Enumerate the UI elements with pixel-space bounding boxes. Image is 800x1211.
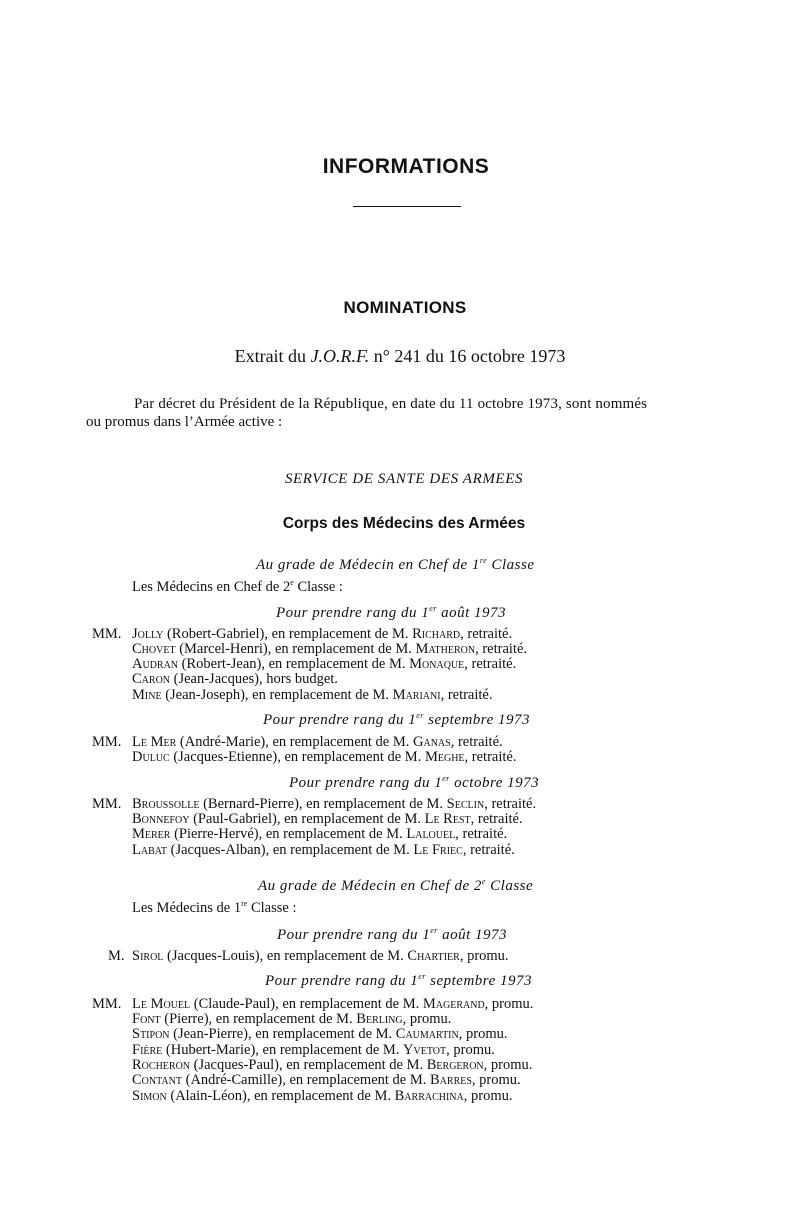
extrait-journal: J.O.R.F. [310,346,370,366]
nomination-entry: Chovet (Marcel-Henri), en remplacement de M. Matheron, retraité. [132,641,528,657]
nomination-entry: Broussolle (Bernard-Pierre), en remplacement de M. Seclin, retraité. [132,796,537,812]
entries-prefix: MM. [92,996,122,1012]
entries-prefix: MM. [92,626,122,642]
extrait-suffix: n° 241 du 16 octobre 1973 [369,346,566,366]
nomination-entry: Fière (Hubert-Marie), en remplacement de M. Yvetot, promu. [132,1042,495,1058]
rang-heading: Pour prendre rang du 1er août 1973 [276,604,507,621]
grade-1-from: Les Médecins en Chef de 2e Classe : [132,578,343,595]
nomination-entry: Simon (Alain-Léon), en remplacement de M. Barrachina, promu. [132,1088,513,1104]
nomination-entry: Bonnefoy (Paul-Gabriel), en remplacement de M. Le Rest, retraité. [132,811,523,827]
rang-heading: Pour prendre rang du 1er septembre 1973 [263,711,530,728]
grade-2-from: Les Médecins de 1re Classe : [132,899,297,916]
nomination-entry: Le Mouel (Claude-Paul), en remplacement de M. Magerand, promu. [132,996,534,1012]
nomination-entry: Le Mer (André-Marie), en remplacement de M. Ganas, retraité. [132,734,503,750]
nomination-entry: Stipon (Jean-Pierre), en remplacement de M. Caumartin, promu. [132,1026,508,1042]
entries-prefix: MM. [92,796,122,812]
extrait-prefix: Extrait du [234,346,311,366]
rang-heading: Pour prendre rang du 1er septembre 1973 [265,972,532,989]
grade-2-heading: Au grade de Médecin en Chef de 2e Classe [258,877,534,894]
nomination-entry: Labat (Jacques-Alban), en remplacement de M. Le Friec, retraité. [132,842,515,858]
extrait-line [0,346,800,367]
nomination-entry: Audran (Robert-Jean), en remplacement de M. Monaque, retraité. [132,656,517,672]
service-heading: SERVICE DE SANTE DES ARMEES [284,471,524,487]
nomination-entry: Jolly (Robert-Gabriel), en remplacement de M. Richard, retraité. [132,626,513,642]
section-title: NOMINATIONS [343,298,467,317]
page-title: INFORMATIONS [322,155,490,178]
nomination-entry: Duluc (Jacques-Etienne), en remplacement de M. Meghe, retraité. [132,749,517,765]
rang-heading: Pour prendre rang du 1er août 1973 [277,926,508,943]
nomination-entry: Contant (André-Camille), en remplacement de M. Barres, promu. [132,1072,521,1088]
nomination-entry: Merer (Pierre-Hervé), en remplacement de M. Lalouel, retraité. [132,826,508,842]
grade-1-heading: Au grade de Médecin en Chef de 1re Classe [256,556,535,573]
intro-line-1: Par décret du Président de la République, en date du 11 octobre 1973, sont nommés [134,396,648,412]
corps-heading: Corps des Médecins des Armées [282,515,526,532]
intro-line-2: ou promus dans l’Armée active : [86,414,283,430]
title-divider [353,206,461,207]
entries-prefix: M. [108,948,125,964]
nomination-entry: Font (Pierre), en remplacement de M. Berling, promu. [132,1011,452,1027]
rang-heading: Pour prendre rang du 1er octobre 1973 [289,774,540,791]
nomination-entry: Sirol (Jacques-Louis), en remplacement de M. Chartier, promu. [132,948,509,964]
nomination-entry: Rocheron (Jacques-Paul), en remplacement de M. Bergeron, promu. [132,1057,533,1073]
nomination-entry: Caron (Jean-Jacques), hors budget. [132,671,338,687]
nomination-entry: Mine (Jean-Joseph), en remplacement de M. Mariani, retraité. [132,687,493,703]
entries-prefix: MM. [92,734,122,750]
